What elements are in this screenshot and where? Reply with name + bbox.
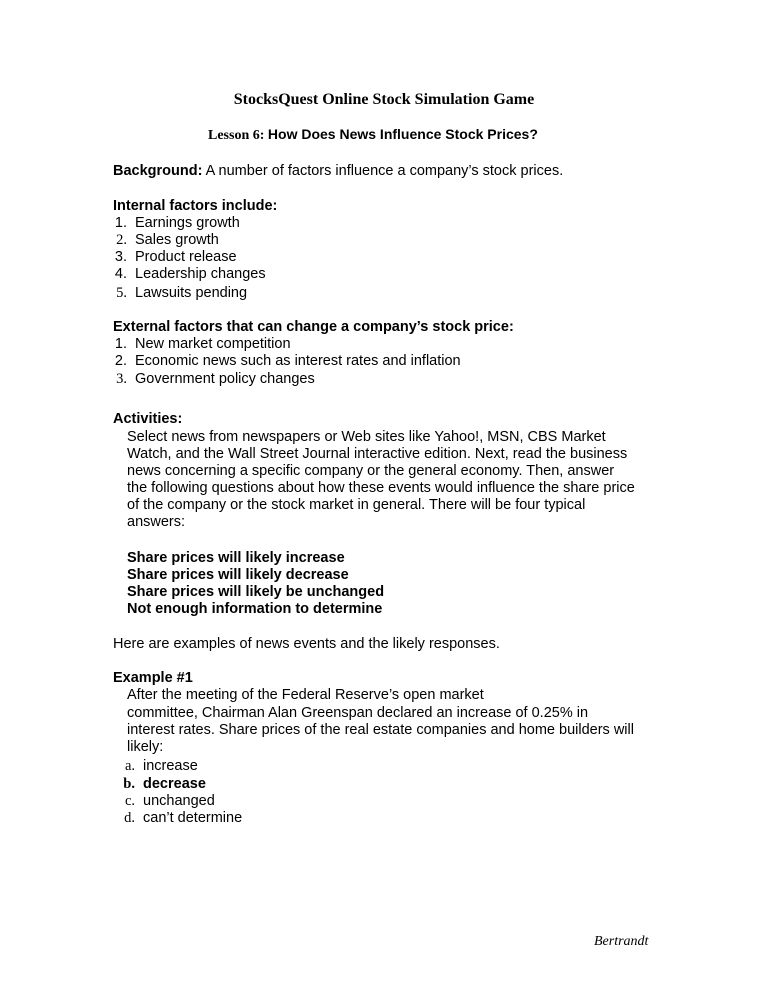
example-line: interest rates. Share prices of the real estate companies and home builders will xyxy=(127,722,634,738)
lesson-subtitle xyxy=(208,126,538,144)
activities-heading: Activities: xyxy=(113,411,183,427)
lesson-question: How Does News Influence Stock Prices? xyxy=(267,126,538,142)
list-item: 4. Leadership changes xyxy=(114,266,266,282)
activities-line: Watch, and the Wall Street Journal interactive edition. Next, read the business xyxy=(127,446,628,462)
list-item: 3. Product release xyxy=(114,249,237,265)
list-item: 2. Economic news such as interest rates and inflation xyxy=(114,353,461,369)
answer-option: Not enough information to determine xyxy=(127,601,383,617)
example-line: likely: xyxy=(127,739,164,755)
activities-line: of the company or the stock market in general. There will be four typical xyxy=(127,497,586,513)
background-paragraph xyxy=(113,163,563,180)
example-option-c: c. unchanged xyxy=(124,793,215,809)
example-option-a: a. increase xyxy=(124,758,198,774)
activities-line: news concerning a specific company or the general economy. Then, answer xyxy=(127,463,615,479)
list-item: 2. Sales growth xyxy=(116,232,219,248)
answer-option: Share prices will likely increase xyxy=(127,550,345,566)
background-label: Background: xyxy=(113,163,203,179)
lesson-number: Lesson 6: xyxy=(208,128,265,143)
examples-intro: Here are examples of news events and the likely responses. xyxy=(113,636,500,652)
example-option-d: d. can’t determine xyxy=(124,810,243,826)
example-line: committee, Chairman Alan Greenspan declared an increase of 0.25% in xyxy=(127,705,589,721)
document-title: StocksQuest Online Stock Simulation Game xyxy=(233,91,535,108)
background-text: A number of factors influence a company’s stock prices. xyxy=(205,163,564,179)
footer-author: Bertrandt xyxy=(594,934,649,949)
activities-line: Select news from newspapers or Web sites like Yahoo!, MSN, CBS Market xyxy=(127,429,606,445)
list-item: 5. Lawsuits pending xyxy=(116,285,248,301)
activities-line: answers: xyxy=(127,514,186,530)
internal-factors-heading: Internal factors include: xyxy=(113,198,278,214)
list-item: 1. Earnings growth xyxy=(114,215,240,231)
list-item: 1. New market competition xyxy=(114,336,291,352)
activities-line: the following questions about how these events would influence the share price xyxy=(127,480,635,496)
example-line: After the meeting of the Federal Reserve’s open market xyxy=(127,687,484,703)
example-option-b: b. decrease xyxy=(123,776,206,792)
list-item: 3. Government policy changes xyxy=(116,371,315,387)
answer-option: Share prices will likely decrease xyxy=(127,567,349,583)
answer-option: Share prices will likely be unchanged xyxy=(127,584,385,600)
external-factors-heading: External factors that can change a company’s stock price: xyxy=(113,319,514,335)
example-1-heading: Example #1 xyxy=(113,670,193,686)
